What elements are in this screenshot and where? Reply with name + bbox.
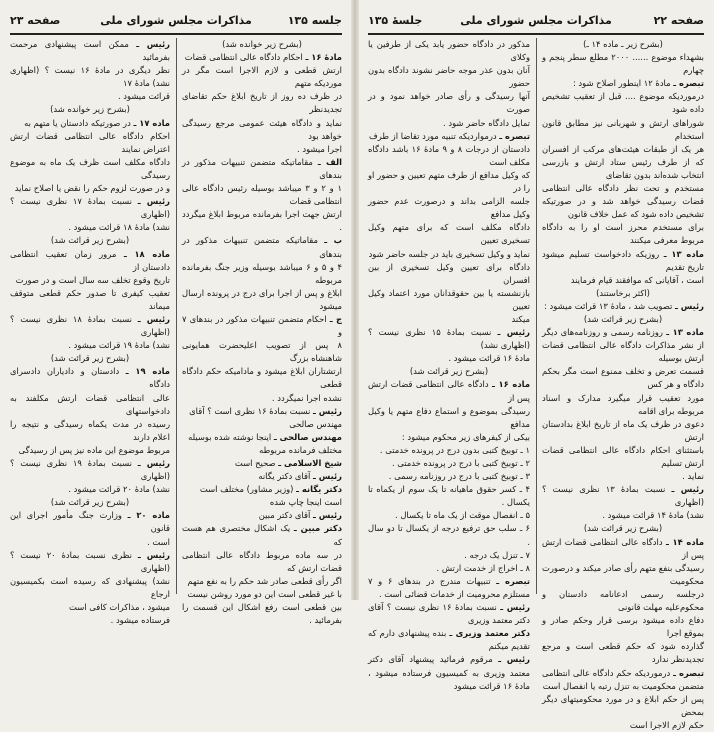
- right-session-number: جلسهٔ ۱۳۵: [368, 14, 423, 27]
- text-paragraph: ارتش قطعی و لازم الاجرا است مگر در موردیکه متهم: [182, 65, 342, 89]
- text-paragraph: ماده ۱۸ ـ مرور زمان تعقیب انتظامی دادستان از: [10, 248, 170, 272]
- left-page-header: [10, 14, 342, 32]
- text-paragraph: نماید و وکیل تسخیری باید در جلسه حاضر شود: [368, 248, 530, 259]
- text-paragraph: رئیس ـ تصویب شد ، مادهٔ ۱۳ قرائت میشود :: [544, 300, 704, 311]
- text-paragraph: رئیس ـ نسبت بمادهٔ ۱۹ نظری نیست ؟ (اظهاری: [10, 458, 170, 482]
- right-text-columns: [368, 38, 704, 730]
- text-paragraph: آنان بدون عذر موجه حاضر نشوند دادگاه بدون حضور: [368, 65, 530, 89]
- text-paragraph: جلسه الزامی بداند و درصورت عدم حضور وکیل مدافع: [368, 196, 530, 220]
- text-paragraph: است ، آقایانی که موافقند قیام فرمایند: [570, 274, 704, 285]
- text-paragraph: ۵ ـ انفصال موقت از یک ماه تا یکسال .: [395, 510, 530, 521]
- text-paragraph: ۱ و ۲ و ۳ میباشد بوسیله رئیس دادگاه عالی انتظامی قضات: [182, 183, 343, 207]
- text-paragraph: (بشرح زیر خوانده شد): [50, 104, 130, 115]
- left-running-title: مذاکرات مجلس شورای ملی: [100, 14, 252, 27]
- text-paragraph: رئیس ـ نسبت بمادهٔ ۱۳ نظری نیست ؟ (اظهاری: [542, 484, 704, 508]
- text-paragraph: درجلسه رسمی ادعانامه دادستان و محکوم‌علیه مهلت قانونی: [542, 588, 704, 613]
- text-paragraph: آنها رسیدگی و رأی صادر خواهد نمود و در صورت: [368, 91, 530, 115]
- text-paragraph: که وکیل مدافع از طرف متهم تعیین و حضور او را در: [368, 169, 530, 194]
- text-paragraph: رئیس ـ مرقوم فرمائید پیشنهاد آقای دکتر معتمد وزیری به کمیسیون فرستاده میشود ، مادهٔ ۱۶ قرائت میشود: [368, 654, 530, 691]
- text-paragraph: شوراهای ارتش و شهربانی نیز مطابق قانون استخدام: [542, 117, 704, 141]
- text-paragraph: (بشرح زیر قرائت شد): [50, 353, 130, 364]
- text-paragraph: مستخدم و تحت نظر دادگاه عالی انتظامی قضات رسیدگی خواهد شد و در صورتیکه تشخیص داده شود که عمل خلاف قانون: [542, 183, 704, 220]
- text-paragraph: میشود ، مذاکرات کافی است: [68, 602, 170, 613]
- text-paragraph: است اینجا چاپ شده: [269, 497, 342, 508]
- text-paragraph: ۴ ـ کسر حقوق ماهیانه تا یک سوم از یکماه تا یکسال .: [368, 484, 530, 508]
- text-paragraph: مادهٔ ۱۶ ـ احکام دادگاه عالی انتظامی قضات: [184, 52, 342, 63]
- text-paragraph: دکتر یگانه ـ (وزیر مشاور) مختلف است: [199, 484, 342, 495]
- text-paragraph: ماده ۱۳ ـ روزنامه رسمی و روزنامه‌های دیگر از نشر مذاکرات دادگاه عالی انتظامی قضات ارتش بوسیله: [542, 327, 704, 364]
- text-paragraph: است .: [147, 536, 170, 547]
- text-paragraph: در ظرف ده روز از تاریخ ابلاغ حکم تقاضای تجدیدنظر: [182, 91, 342, 115]
- text-paragraph: ماده ۱۳ ـ روزیکه دادخواست تسلیم میشود تاریخ تقدیم: [542, 248, 704, 272]
- text-paragraph: حکم لازم الاجرا است: [629, 719, 704, 730]
- text-paragraph: دکتر مبین ـ یک اشکال مختصری هم هست که: [182, 523, 342, 547]
- text-paragraph: احکام دادگاه عالی انتظامی قضات ارتش اعتراض نمایند: [10, 130, 170, 154]
- text-paragraph: مهندس صالحی ـ اینجا نوشته شده بوسیله: [188, 431, 342, 442]
- left-page: [0, 0, 352, 626]
- text-paragraph: اجرا میشود .: [297, 143, 342, 154]
- text-paragraph: بازنشسته یا بین حقوقدانان مورد اعتماد وکیل تعیین: [368, 287, 530, 311]
- text-paragraph: میکند: [511, 313, 530, 324]
- right-page: [358, 0, 714, 730]
- text-paragraph: رئیس ـ ممکن است پیشنهادی مرحمت بفرمائید: [10, 39, 170, 63]
- text-paragraph: دعوی در ظرف یک ماه از تاریخ ابلاغ بدادستان ارتش: [542, 418, 704, 442]
- text-paragraph: الف ـ مقاماتیکه متضمن تنبیهات مذکور در بندهای: [182, 156, 342, 180]
- text-paragraph: شیخ الاسلامی ـ صحیح است: [234, 458, 342, 468]
- text-paragraph: ب ـ مقاماتیکه متضمن تنبیهات مذکور در بندهای: [182, 235, 342, 259]
- text-paragraph: تعقیب کیفری تا صدور حکم قطعی متوقف میماند: [10, 287, 170, 311]
- right-page-right-column: [542, 38, 704, 730]
- left-page-left-column: [10, 38, 171, 626]
- text-paragraph: (بشرح زیر قرائت شد): [583, 313, 663, 324]
- text-paragraph: قرائت میشود .: [117, 91, 170, 102]
- text-paragraph: ۲ ـ توبیخ کتبی با درج در پرونده خدمتی .: [391, 458, 530, 468]
- text-paragraph: ۷ ـ تنزل یک درجه .: [464, 549, 530, 560]
- text-paragraph: ماده ۱۴ ـ دادگاه عالی انتظامی قضات ارتش پس از: [542, 536, 704, 560]
- text-paragraph: ج ـ احکام متضمن تنبیهات مذکور در بندهای ۷ و: [182, 313, 342, 338]
- text-paragraph: اگر رأی قطعی صادر شد حکم را به نفع متهم: [187, 575, 342, 586]
- text-paragraph: (بشرح زیر خوانده شد): [222, 39, 302, 49]
- text-paragraph: مورد تعقیب قرار میگیرد مدارک و اسناد مربوطه برای اقامه: [542, 392, 704, 416]
- text-paragraph: فرستاده میشود .: [110, 615, 170, 626]
- text-paragraph: باستثنای احکام دادگاه عالی انتظامی قضات ارتش تسلیم: [542, 444, 704, 468]
- left-session-number: جلسه ۱۳۵: [287, 14, 342, 27]
- text-paragraph: نشد) مادهٔ ۲۰ قرائت میشود .: [68, 484, 170, 495]
- text-paragraph: تبصره ـ درموردیکه حکم دادگاه عالی انتظامی متضمن محکومیت به تنزل رتبه یا انفصال است: [542, 667, 704, 691]
- text-paragraph: قسمت تعرض و تخلف ممنوع است مگر بحکم دادگاه و هر کس: [542, 366, 704, 390]
- text-paragraph: نماید و دادگاه هیئت عمومی مرجع رسیدگی خواهد بود: [182, 117, 342, 141]
- text-paragraph: مهندس صالحی: [289, 418, 342, 429]
- text-paragraph: نشد) مادهٔ ۱۹ قرائت میشود .: [68, 340, 170, 351]
- text-paragraph: (اکثر برخاستند): [596, 287, 650, 298]
- text-paragraph: در سه ماده مربوط دادگاه عالی انتظامی قضات ارتش که: [182, 549, 342, 573]
- text-paragraph: ماده ۲۰ ـ وزارت جنگ مأمور اجرای این قانون: [10, 510, 170, 534]
- text-paragraph: ۶ ـ سلب حق ترفیع درجه از یکسال تا دو سال .: [368, 523, 530, 547]
- text-paragraph: نشد) مادهٔ ۱۸ قرائت میشود .: [68, 222, 170, 233]
- text-paragraph: ۱ ـ توبیخ کتبی بدون درج در پرونده خدمتی .: [379, 444, 530, 455]
- text-paragraph: رئیس ـ نسبت بمادهٔ ۱۸ نظری نیست ؟ (اظهاری: [10, 313, 170, 338]
- text-paragraph: تبصره ـ مادهٔ ۱۲ اینطور اصلاح شود :: [572, 78, 704, 89]
- text-paragraph: رئیس ـ نسبت بمادهٔ ۱۵ نظری نیست ؟ (اظهاری نشد): [368, 327, 530, 351]
- left-header-rule: [10, 33, 342, 35]
- text-paragraph: درموردیکه موضوع .... قبل از تعقیب تشخیص داده شود: [542, 91, 704, 115]
- right-page-number: صفحه ۲۲: [653, 14, 704, 27]
- left-text-columns: [10, 38, 343, 626]
- text-paragraph: و در صورت لزوم حکم را نقض یا اصلاح نماید: [14, 183, 170, 194]
- text-paragraph: ماده ۱۶ ـ دادگاه عالی انتظامی قضات ارتش پس از: [368, 379, 530, 403]
- text-paragraph: تاریخ وقوع تخلف سه سال است و در صورت: [15, 274, 170, 285]
- text-paragraph: ماده ۱۷ ـ در صورتیکه دادستان یا متهم به: [24, 117, 170, 128]
- text-paragraph: نشده اجرا نمیگردد .: [271, 392, 342, 403]
- right-page-left-column: [368, 38, 531, 691]
- text-paragraph: ۸ پس از تصویب اعلیحضرت همایونی شاهنشاه بزرگ: [182, 340, 342, 364]
- left-page-number: صفحه ۲۳: [10, 14, 61, 27]
- text-paragraph: نظر دیگری در مادهٔ ۱۶ نیست ؟ (اظهاری نشد) مادهٔ ۱۷: [10, 65, 170, 89]
- text-paragraph: برای مستخدم محرز است او را به دادگاه مربوط معرفی میکنند: [542, 222, 704, 246]
- right-running-title: مذاکرات مجلس شورای ملی: [460, 14, 612, 27]
- text-paragraph: نشد) مادهٔ ۱۴ قرائت میشود .: [602, 510, 704, 521]
- text-paragraph: (بشرح زیر ـ ماده ۱۴ ـ): [583, 39, 663, 49]
- text-paragraph: تبصره ـ درمواردیکه تنبیه مورد تقاضا از طرف: [369, 130, 530, 141]
- text-paragraph: رئیس ـ نظری نسبت بمادهٔ ۲۰ نیست ؟ (اظهاری: [10, 549, 171, 573]
- text-paragraph: رئیس ـ آقای دکتر مبین: [258, 510, 342, 521]
- right-column-divider: [536, 38, 537, 594]
- left-column-divider: [176, 38, 177, 594]
- text-paragraph: مذکور در دادگاه حضور یابد یکی از طرفین یا وکلای: [368, 39, 530, 63]
- text-paragraph: ارتشتاران ابلاغ میشود و مادامیکه حکم دادگاه قطعی: [182, 366, 342, 390]
- text-paragraph: مربوط موضوع این ماده نیز پس از رسیدگی: [18, 444, 170, 455]
- text-paragraph: دادگاه برای تعیین وکیل تسخیری از بین افسران: [368, 261, 530, 285]
- text-paragraph: هر یک از طبقات هیئت‌های مرکب از افسران که از طرف رئیس ستاد ارتش و بازرسی انتخاب شده‌اند بدون تقاضای: [542, 143, 704, 180]
- text-paragraph: بیکی از کیفرهای زیر محکوم میشود :: [401, 431, 530, 442]
- text-paragraph: گذارده شود که حکم قطعی است و مرجع تجدیدنظر ندارد: [542, 641, 704, 665]
- text-paragraph: بین قطعی است رفع اشکال این قسمت را بفرمائید .: [182, 602, 342, 626]
- text-paragraph: رئیس ـ نسبت بمادهٔ ۱۶ نظری نیست ؟ آقای دکتر معتمد وزیری: [368, 602, 530, 626]
- text-paragraph: ۸ ـ اخراج از خدمت ارتش .: [436, 562, 530, 573]
- text-paragraph: مادهٔ ۱۶ قرائت میشود .: [448, 353, 530, 364]
- text-paragraph: تمایل دادگاه حاضر شود .: [443, 117, 530, 128]
- text-paragraph: دادستان از درجات ۸ و ۹ مادهٔ ۱۶ باشد دادگاه مکلف است: [368, 143, 531, 167]
- text-paragraph: عالی انتظامی قضات ارتش مکلفند به دادخواستهای: [10, 392, 170, 416]
- text-paragraph: نشد) پیشنهادی که رسیده است بکمیسیون ارجاع: [10, 575, 170, 599]
- text-paragraph: ماده ۱۹ ـ دادستان و دادیاران دادسرای دادگاه: [10, 366, 170, 390]
- left-page-right-column: [182, 38, 343, 626]
- right-page-header: [368, 14, 704, 32]
- text-paragraph: رئیس ـ نسبت بمادهٔ ۱۷ نظری نیست ؟ (اظهاری: [10, 196, 170, 220]
- text-paragraph: (بشرح زیر قرائت شد): [409, 366, 489, 377]
- text-paragraph: رسیده در مدت یکماه رسیدگی و نتیجه را اعلام دارند: [10, 418, 170, 442]
- text-paragraph: ۳ ـ توبیخ کتبی با درج در روزنامه رسمی .: [388, 471, 530, 482]
- text-paragraph: پس از حکم ابلاغ و در مورد محکومیتهای دیگر بمحض: [542, 693, 704, 717]
- text-paragraph: نماید .: [682, 471, 704, 482]
- text-paragraph: دکتر معتمد وزیری ـ بنده پیشنهادی دارم که تقدیم میکنم: [368, 628, 530, 652]
- text-paragraph: (بشرح زیر قرائت شد): [583, 523, 663, 534]
- text-paragraph: رسیدگی بموضوع و استماع دفاع متهم یا وکیل مدافع: [368, 405, 530, 429]
- text-paragraph: با غیر قطعی است این دو مورد روشن نیست: [187, 588, 342, 599]
- text-paragraph: دادگاه مکلف است ظرف یک ماه به موضوع رسیدگی: [10, 156, 170, 180]
- text-paragraph: ۴ و ۵ و ۶ میباشد بوسیله وزیر جنگ بفرمانده مربوطه: [182, 261, 342, 285]
- text-paragraph: ارتش جهت اجرا بفرمانده مربوط ابلاغ میگردد .: [182, 209, 342, 233]
- text-paragraph: (بشرح زیر قرائت شد): [50, 235, 130, 246]
- text-paragraph: دفاع داده میشود برسی قرار وحکم صادر و بموقع اجرا: [542, 615, 704, 639]
- text-paragraph: (بشرح زیر قرائت شد): [50, 497, 130, 508]
- text-paragraph: دادگاه مکلف است که برای متهم وکیل تسخیری تعیین: [368, 222, 530, 246]
- text-paragraph: رسیدگی بنفع متهم رأی صادر میکند و درصورت محکومیت: [542, 562, 704, 586]
- right-header-rule: [368, 33, 704, 35]
- text-paragraph: مختلف فرمانده مربوطه: [259, 444, 342, 455]
- text-paragraph: رئیس ـ نسبت بمادهٔ ۱۶ نظری است ؟ آقای: [189, 405, 342, 416]
- text-paragraph: ابلاغ و پس از اجرا برای درج در پرونده ارسال میشود: [182, 287, 342, 311]
- text-paragraph: رئیس ـ آقای دکتر یگانه: [258, 471, 342, 482]
- text-paragraph: تبصره ـ تنبیهات مندرج در بندهای ۶ و ۷ مستلزم محرومیت از خدمات قضائی است .: [368, 575, 531, 599]
- text-paragraph: بشهداء موضوع ...... ۲۰۰۰ مطلع سطر پنجم و چهارم: [542, 52, 704, 76]
